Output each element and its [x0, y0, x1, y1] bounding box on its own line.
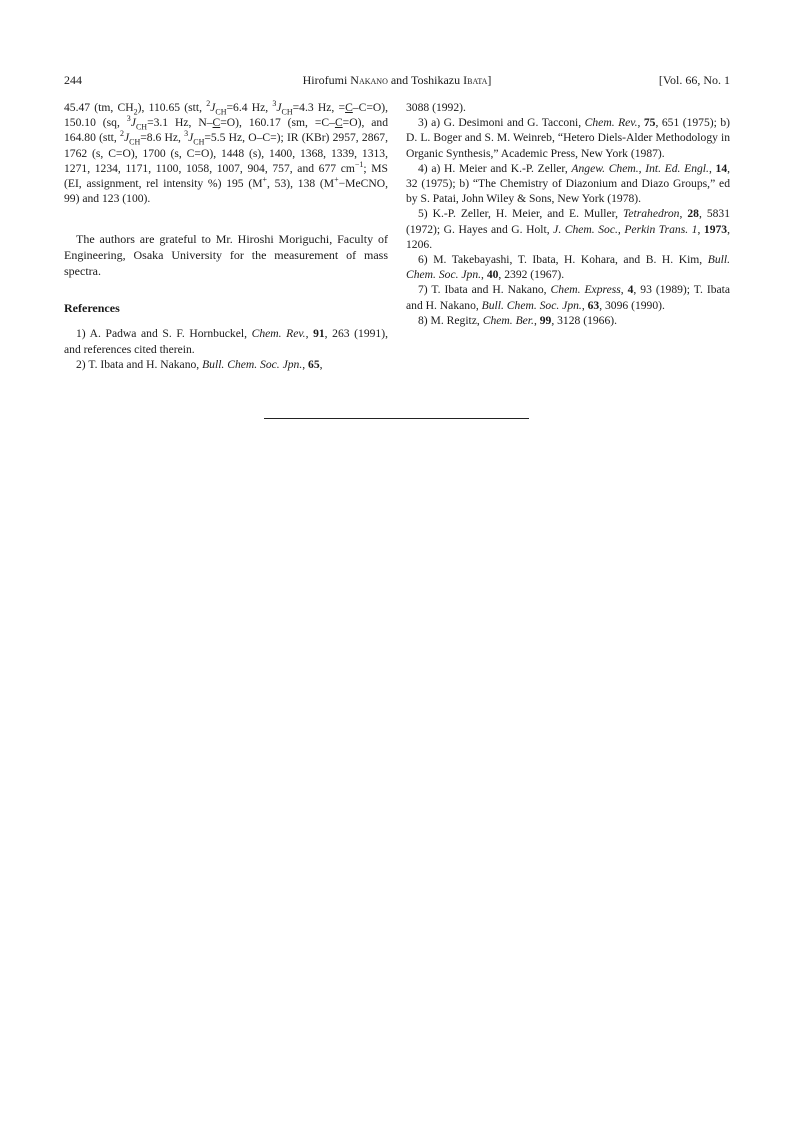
- reference-3: 3) a) G. Desimoni and G. Tacconi, Chem. Rev., 75, 651 (1975); b) D. L. Boger and S. M. Weinreb, “Hetero Diels-Alder Methodology in Organic Synthesis,” Academic Press, New York (1987).: [406, 116, 730, 160]
- references-heading: References: [64, 301, 120, 316]
- reference-8: 8) M. Regitz, Chem. Ber., 99, 3128 (1966).: [418, 313, 618, 327]
- right-column: [406, 100, 730, 328]
- running-head-authors: Hirofumi Nakano and Toshikazu Ibata]: [302, 73, 492, 87]
- reference-4: 4) a) H. Meier and K.-P. Zeller, Angew. Chem., Int. Ed. Engl., 14, 32 (1975); b) “The Chemistry of Diazonium and Diazo Groups,” ed by S. Patai, John Wiley & Sons, New York (1978).: [406, 161, 731, 206]
- reference-1: 1) A. Padwa and S. F. Hornbuckel, Chem. Rev., 91, 263 (1991), and references cited therein.: [64, 327, 388, 356]
- acknowledgement: The authors are grateful to Mr. Hiroshi Moriguchi, Faculty of Engineering, Osaka University for the measurement of mass spectra.: [64, 232, 388, 278]
- left-column: [64, 100, 388, 372]
- end-rule: [264, 418, 529, 419]
- running-header: [64, 72, 730, 88]
- reference-2: 2) T. Ibata and H. Nakano, Bull. Chem. Soc. Jpn., 65,: [76, 357, 323, 371]
- reference-6: 6) M. Takebayashi, T. Ibata, H. Kohara, and B. H. Kim, Bull. Chem. Soc. Jpn., 40, 2392 (1967).: [406, 253, 730, 282]
- reference-7: 7) T. Ibata and H. Nakano, Chem. Express, 4, 93 (1989); T. Ibata and H. Nakano, Bull. Chem. Soc. Jpn., 63, 3096 (1990).: [406, 283, 731, 312]
- spectral-data-paragraph: 45.47 (tm, $CH_2$), 110.65 (stt, $^2J_{CH}=6.4$ Hz, $^3J_{CH}=4.3$ Hz, =C–C=O), 150.10 (sq, $^3J_{CH}=3.1$ Hz, N–C=O), 160.17 (sm, =C–C=O), and 164.80 (stt, $^2J_{CH}=8.6$ Hz, $^3J_{CH}=5.5$ Hz, O–C=); IR (KBr) 2957, 2867, 1762 (s, C=O), 1700 (s, C=O), 1448 (s), 1400, 1368, 1339, 1313, 1271, 1234, 1171, 1100, 1058, 1007, 904, 757, and 677 $cm^{-1}$; MS (EI, assignment, rel intensity %) 195 (M+, 53), 138 (M+−MeCNO, 99) and 123 (100).: [64, 99, 388, 206]
- reference-2-continued: 3088 (1992).: [406, 101, 466, 114]
- volume-issue: [Vol. 66, No. 1: [658, 73, 730, 87]
- reference-5: 5) K.-P. Zeller, H. Meier, and E. Muller, Tetrahedron, 28, 5831 (1972); G. Hayes and G. Holt, J. Chem. Soc., Perkin Trans. 1, 1973, 1206.: [406, 207, 731, 251]
- page-number: 244: [64, 73, 82, 87]
